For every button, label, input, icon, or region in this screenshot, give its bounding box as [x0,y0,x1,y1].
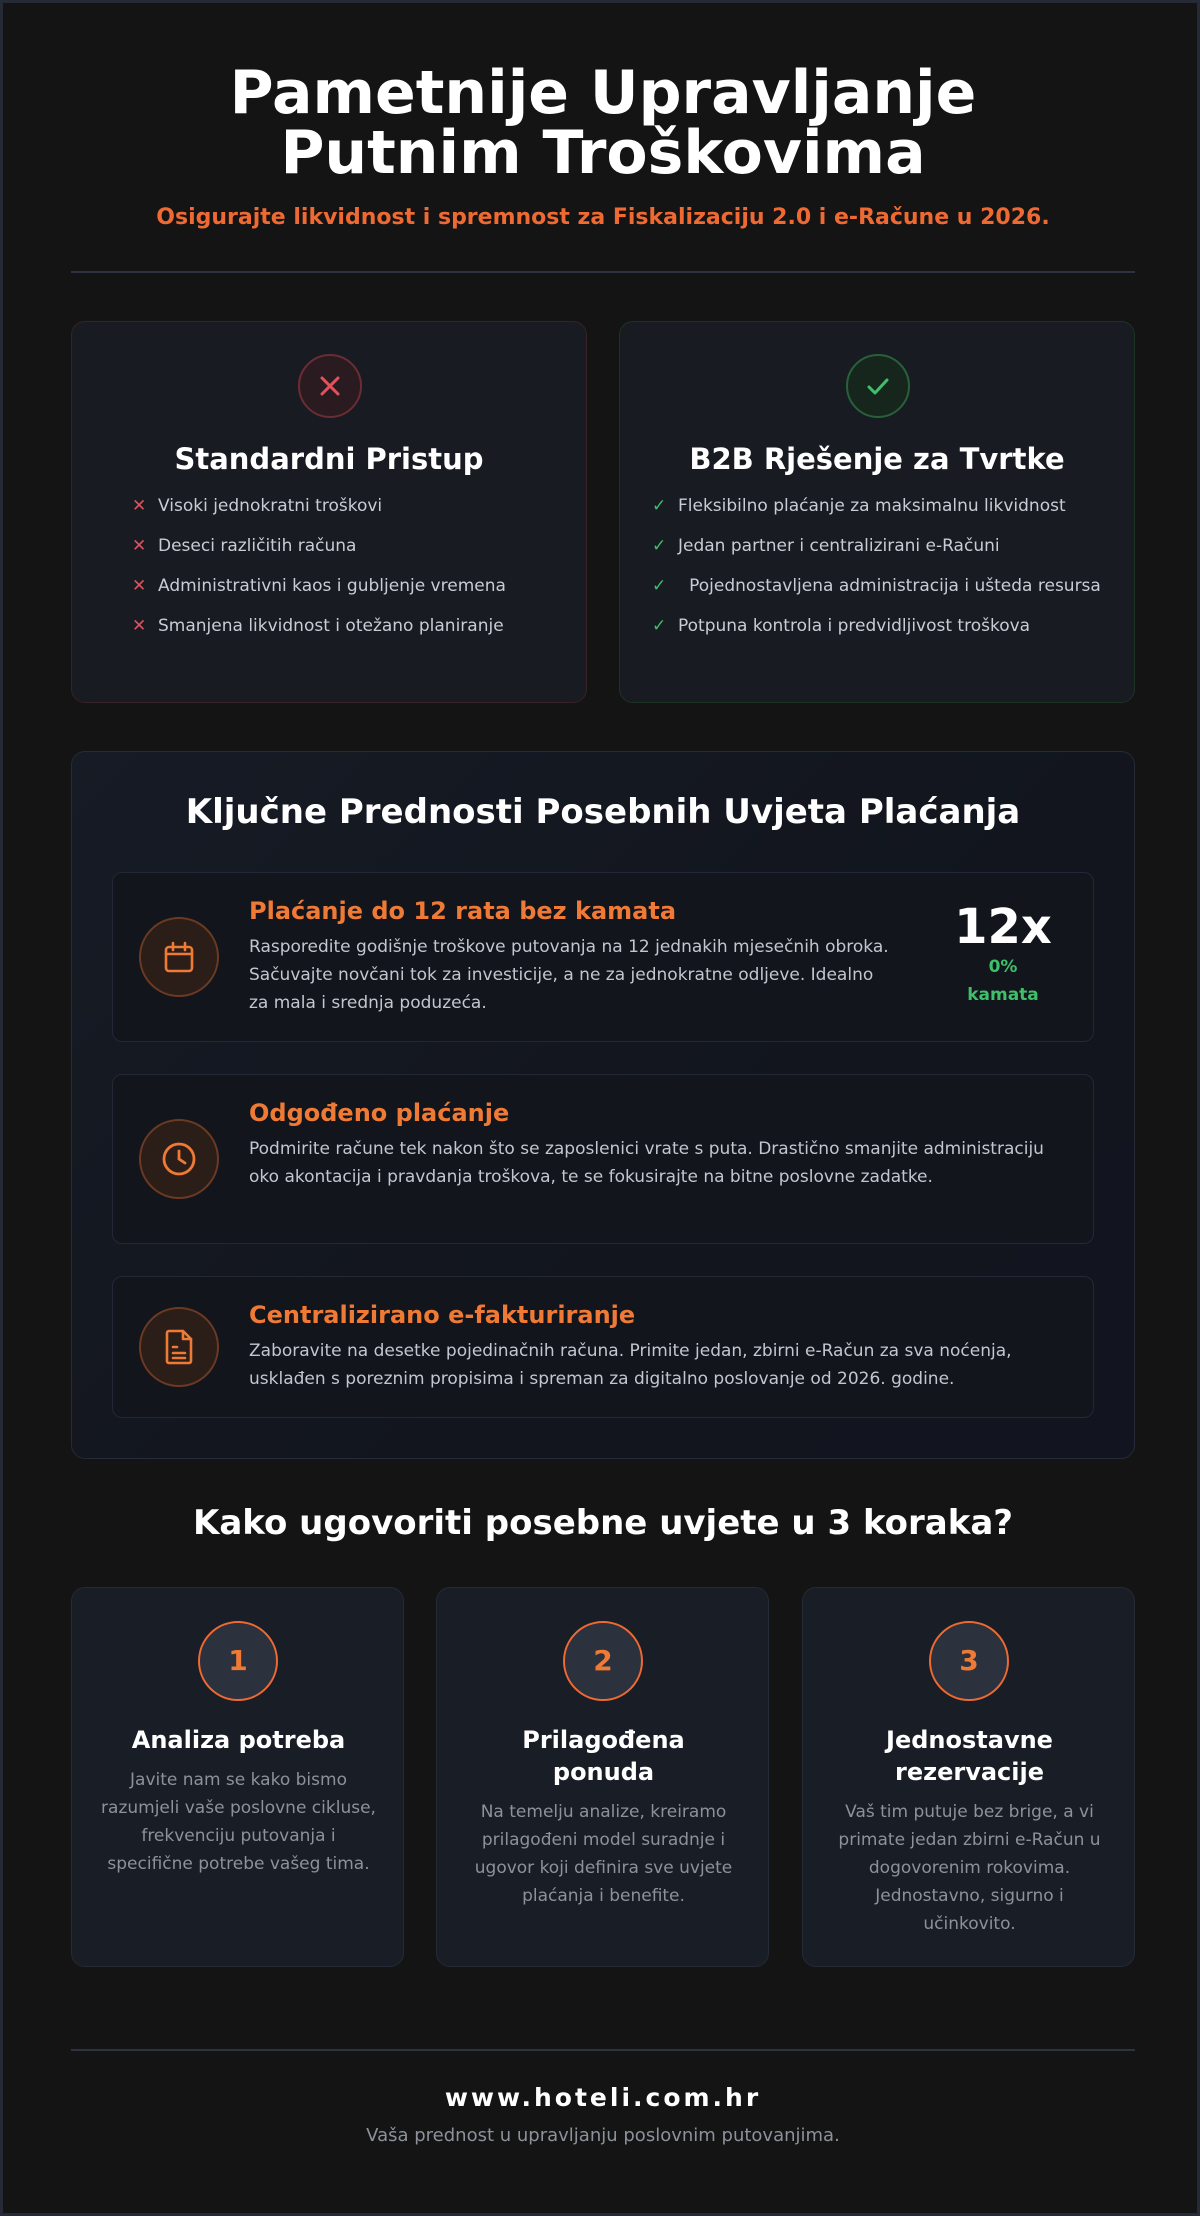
list-item: ✓ Pojednostavljena administracija i ušteda resursa [652,572,1112,600]
check-icon [846,354,910,418]
standard-approach-list [132,492,552,652]
checkmark-icon: ✓ [652,536,667,556]
cross-icon: ✕ [132,496,147,516]
benefit-text [249,1099,1049,1191]
stat-value: 12x [954,899,1052,955]
step-description: Na temelju analize, kreiramo prilagođeni model suradnje i ugovor koji definira sve uvjete plaćanja i benefite. [474,1802,733,1906]
step-number: 3 [929,1621,1009,1701]
list-item: ✕ Deseci različitih računa [132,532,552,560]
cross-icon: ✕ [132,576,147,596]
step-title: Analiza potreba [131,1726,346,1754]
benefit-description: Podmirite račune tek nakon što se zaposlenici vrate s puta. Drastično smanjite administraciju oko akontacija i pravdanja troškova, te se fokusirajte na bitne poslovne zadatke. [249,1139,1044,1187]
benefit-title: Odgođeno plaćanje [249,1099,510,1127]
document-icon [139,1307,219,1387]
benefit-stat [943,901,1063,1009]
list-item: ✕ Smanjena likvidnost i otežano planiranje [132,612,552,640]
step-card-3 [802,1587,1135,1967]
cross-icon: ✕ [132,536,147,556]
list-item: ✕ Visoki jednokratni troškovi [132,492,552,520]
standard-approach-title: Standardni Pristup [174,442,484,476]
standard-approach-card [71,321,587,703]
benefit-card-deferred [112,1074,1094,1244]
benefit-description: Zaboravite na desetke pojedinačnih računa. Primite jedan, zbirni e-Račun za sva noćenja, usklađen s poreznim propisima i spreman za digitalno poslovanje od 2026. godine. [249,1341,1012,1389]
stat-interest-label: kamata [967,985,1039,1005]
page-title: Pametnije Upravljanje Putnim Troškovima [229,58,977,188]
b2b-solution-card [619,321,1135,703]
benefit-card-einvoicing [112,1276,1094,1418]
list-item: ✓ Jedan partner i centralizirani e-Računi [652,532,1112,560]
benefits-section [71,751,1135,1459]
benefits-title: Ključne Prednosti Posebnih Uvjeta Plaćanja [185,792,1021,832]
step-card-2 [436,1587,769,1967]
b2b-solution-list [652,492,1112,652]
benefit-description: Rasporedite godišnje troškove putovanja na 12 jednakih mjesečnih obroka. Sačuvajte novčani tok za investicije, a ne za jednokratne odljeve. Idealno za mala i srednja poduzeća. [249,937,889,1013]
benefit-title: Centralizirano e-fakturiranje [249,1301,636,1329]
step-title: Jednostavne rezervacije [886,1726,1053,1786]
step-card-1 [71,1587,404,1967]
benefit-text [249,1301,1069,1393]
step-number: 1 [198,1621,278,1701]
divider [71,2049,1135,2051]
step-number: 2 [563,1621,643,1701]
footer-tagline: Vaša prednost u upravljanju poslovnim putovanjima. [366,2125,840,2146]
page-subtitle: Osigurajte likvidnost i spremnost za Fiskalizaciju 2.0 i e-Račune u 2026. [156,205,1050,230]
checkmark-icon: ✓ [652,576,667,596]
clock-icon [139,1119,219,1199]
benefit-title: Plaćanje do 12 rata bez kamata [249,897,677,925]
checkmark-icon: ✓ [652,616,667,636]
step-description: Vaš tim putuje bez brige, a vi primate jedan zbirni e-Račun u dogovorenim rokovima. Jednostavno, sigurno i učinkovito. [838,1802,1101,1934]
list-item: ✓ Potpuna kontrola i predvidljivost troškova [652,612,1112,640]
cross-icon: ✕ [132,616,147,636]
step-title: Prilagođena ponuda [522,1726,685,1786]
divider [71,271,1135,273]
list-item: ✕ Administrativni kaos i gubljenje vremena [132,572,552,600]
b2b-solution-title: B2B Rješenje za Tvrtke [689,442,1065,476]
checkmark-icon: ✓ [652,496,667,516]
calendar-icon [139,917,219,997]
list-item: ✓ Fleksibilno plaćanje za maksimalnu likvidnost [652,492,1112,520]
steps-title: Kako ugovoriti posebne uvjete u 3 koraka? [192,1503,1014,1543]
hero [3,58,1200,230]
stat-interest-rate: 0% [988,957,1018,977]
benefit-card-installments [112,872,1094,1042]
step-description: Javite nam se kako bismo razumjeli vaše poslovne cikluse, frekvenciju putovanja i specifične potrebe vašeg tima. [101,1770,376,1874]
benefit-text [249,897,889,1017]
x-icon [298,354,362,418]
website-link[interactable]: www.hoteli.com.hr [444,2083,762,2112]
